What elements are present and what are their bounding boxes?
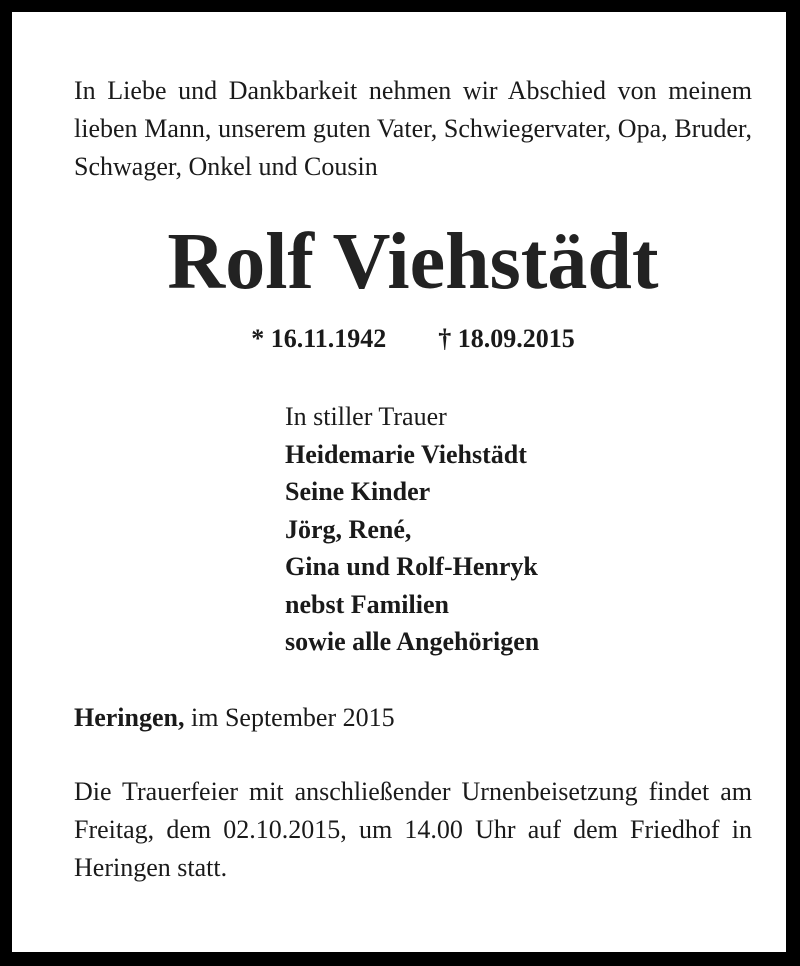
mourners-block xyxy=(285,398,752,661)
ceremony-text: Die Trauerfeier mit anschließender Urnenbeisetzung findet am Freitag, dem 02.10.2015, um 14.00 Uhr auf dem Friedhof in Heringen statt. xyxy=(74,776,752,882)
mourner-line: Seine Kinder xyxy=(285,477,431,506)
mourner-line: nebst Familien xyxy=(285,589,449,619)
life-dates xyxy=(74,322,752,356)
intro-text: In Liebe und Dankbarkeit nehmen wir Abschied von meinem lieben Mann, unserem guten Vater, Schwiegervater, Opa, Bruder, Schwager, Onkel und Cousin xyxy=(74,76,752,181)
place-name: Heringen, xyxy=(74,702,185,732)
deceased-name: Rolf Viehstädt xyxy=(167,218,659,306)
death-date: † 18.09.2015 xyxy=(438,324,575,353)
mourner-line: Jörg, René, xyxy=(285,514,412,544)
place-date xyxy=(74,701,752,735)
mourners-lead: In stiller Trauer xyxy=(285,402,447,431)
notice-content xyxy=(74,72,752,887)
birth-date: * 16.11.1942 xyxy=(251,324,387,353)
mourner-line: sowie alle Angehörigen xyxy=(285,627,540,656)
place-date-text: im September 2015 xyxy=(184,702,395,732)
mourner-line: Heidemarie Viehstädt xyxy=(285,439,527,469)
mourner-line: Gina und Rolf-Henryk xyxy=(285,552,538,581)
